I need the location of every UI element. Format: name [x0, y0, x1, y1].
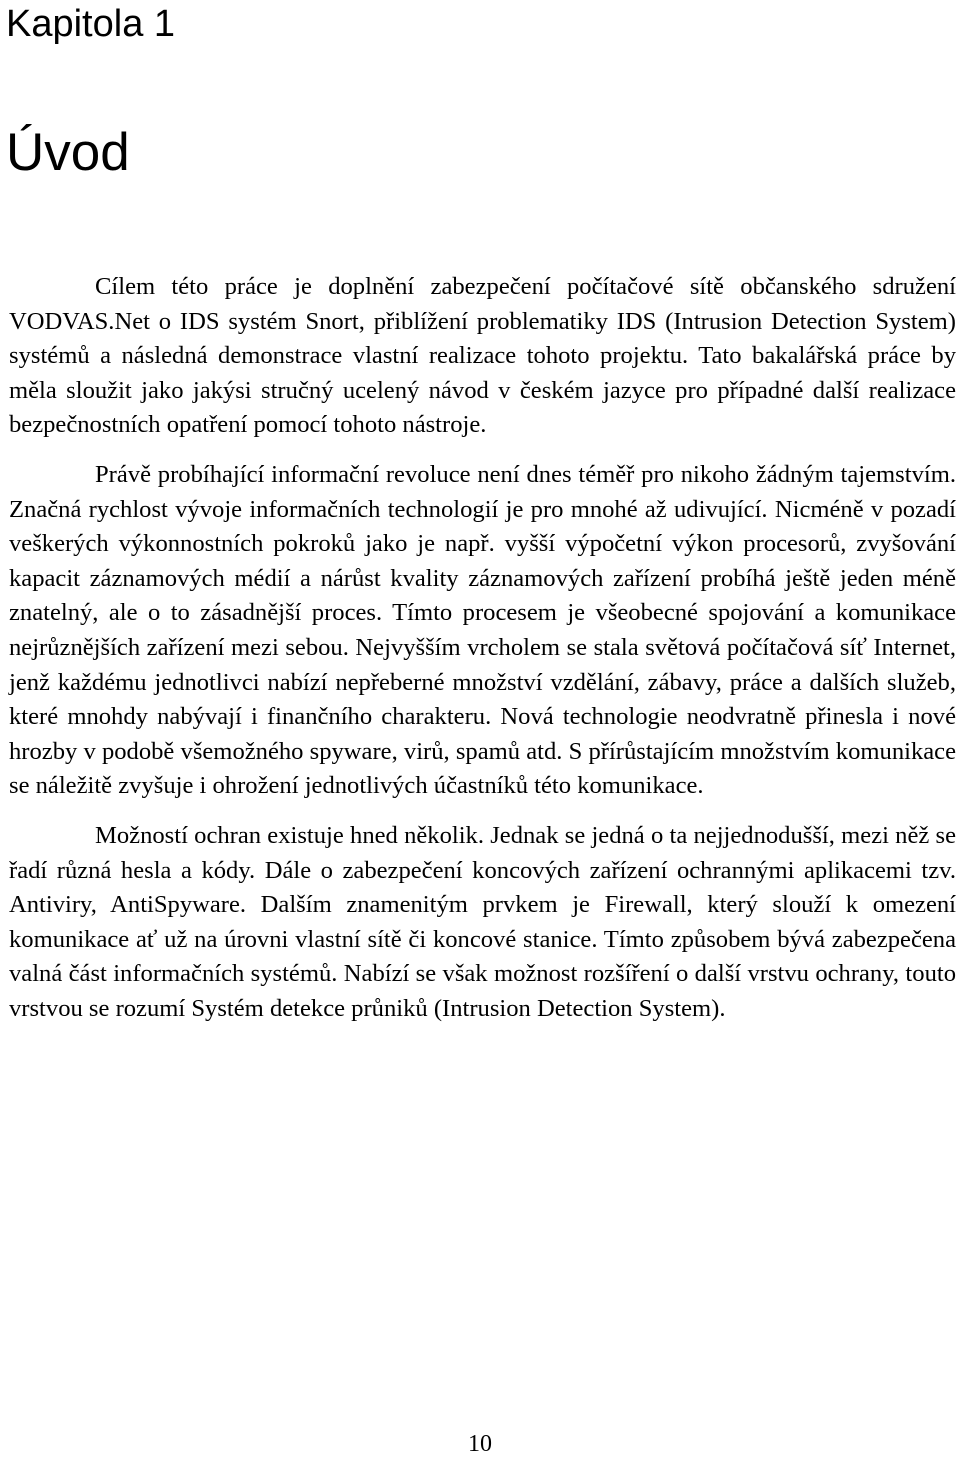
chapter-title: Úvod — [6, 123, 130, 182]
paragraph: Možností ochran existuje hned několik. Jednak se jedná o ta nejjednodušší, mezi něž se řadí různá hesla a kódy. Dále o zabezpečení koncových zařízení ochrannými aplikacemi tzv. Antiviry, AntiSpyware. Dalším znamenitým prvkem je Firewall, který slouží k omezení komunikace ať už na úrovni vlastní sítě či koncové stanice. Tímto způsobem bývá zabezpečena valná část informačních systémů. Nabízí se však možnost rozšíření o další vrstvu ochrany, touto vrstvou se rozumí Systém detekce průniků (Intrusion Detection System). — [9, 821, 956, 1022]
body-text — [9, 270, 956, 1041]
paragraph: Právě probíhající informační revoluce není dnes téměř pro nikoho žádným tajemstvím. Značná rychlost vývoje informačních technologií je pro mnohé až udivující. Nicméně v pozadí veškerých výkonnostních pokroků jako je např. vyšší výpočetní výkon procesorů, zvyšování kapacit záznamových médií a nárůst kvality záznamových zařízení probíhá ještě jeden méně znatelný, ale o to zásadnější proces. Tímto procesem je všeobecné spojování a komunikace nejrůznějších zařízení mezi sebou. Nejvyšším vrcholem se stala světová počítačová síť Internet, jenž každému jednotlivci nabízí nepřeberné množství vzdělání, zábavy, práce a dalších služeb, které mnohdy nabývají i finančního charakteru. Nová technologie neodvratně přinesla i nové hrozby v podobě všemožného spyware, virů, spamů atd. S přírůstajícím množstvím komunikace se náležitě zvyšuje i ohrožení jednotlivých účastníků této komunikace. — [9, 460, 956, 800]
paragraph: Cílem této práce je doplnění zabezpečení počítačové sítě občanského sdružení VODVAS.Net o IDS systém Snort, přiblížení problematiky IDS (Intrusion Detection System) systémů a následná demonstrace vlastní realizace tohoto projektu. Tato bakalářská práce by měla sloužit jako jakýsi stručný ucelený návod v českém jazyce pro případné další realizace bezpečnostních opatření pomocí tohoto nástroje. — [9, 273, 956, 439]
page-number: 10 — [468, 1431, 492, 1457]
chapter-label: Kapitola 1 — [6, 3, 176, 45]
